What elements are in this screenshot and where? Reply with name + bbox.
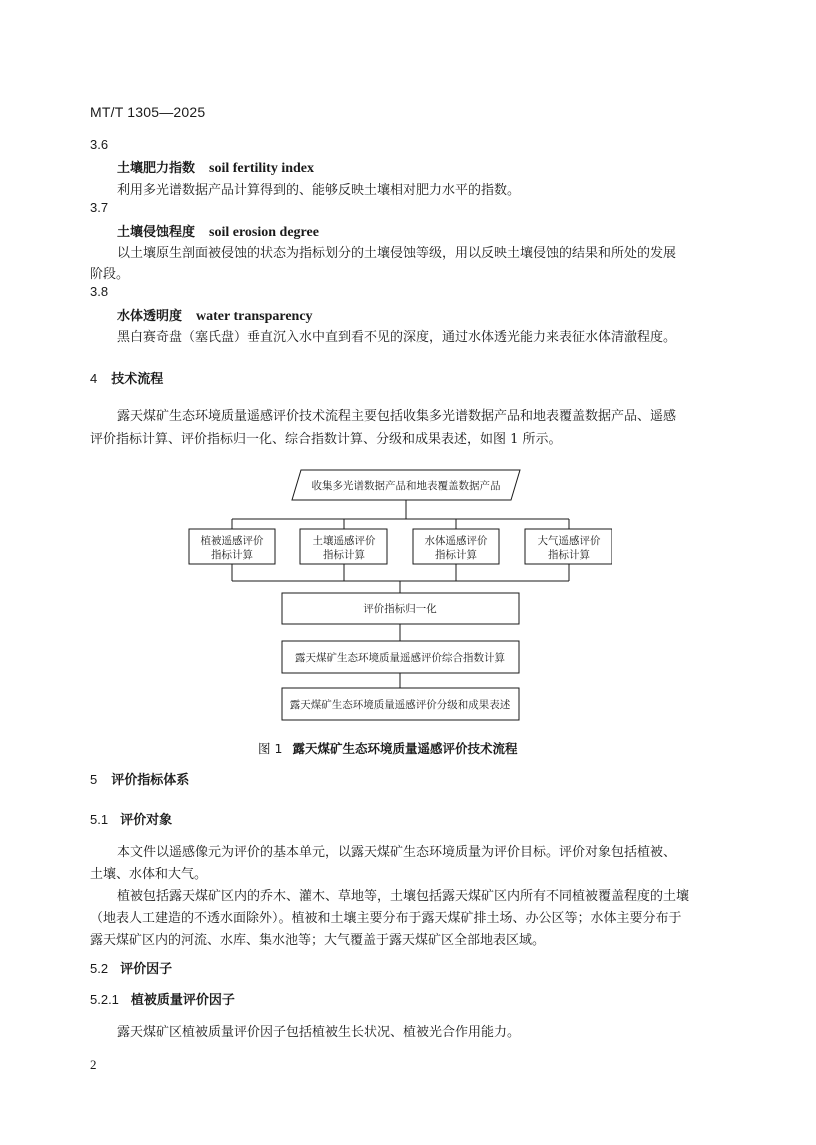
term-title [117,157,314,177]
step-label: 露天煤矿生态环境质量遥感评价综合指数计算 [295,652,505,664]
paragraph-line: 土壤、水体和大气。 [90,867,208,882]
branch-label: 指标计算 [548,549,590,561]
section-heading [90,769,189,788]
section-number: 5.1 [90,812,109,827]
section-number: 4 [90,371,98,386]
standard-number: MT/T 1305—2025 [90,104,206,120]
paragraph-line: 露天煤矿区内的河流、水库、集水池等；大气覆盖于露天煤矿区全部地表区域。 [90,933,546,948]
term-zh: 水体透明度 [117,309,183,324]
term-definition-cont: 阶段。 [90,267,130,282]
term-title [117,305,313,325]
term-en: water transparency [196,309,313,324]
branch-label: 指标计算 [435,549,477,561]
section-heading [90,368,163,387]
section-title: 评价对象 [120,813,173,828]
branch-label: 大气遥感评价 [537,535,601,547]
term-number: 3.6 [90,137,109,152]
branch-label: 土壤遥感评价 [312,535,376,547]
section-number: 5 [90,772,98,787]
paragraph-line: 评价指标计算、评价指标归一化、综合指数计算、分级和成果表述，如图 1 所示。 [90,432,562,447]
subsection-heading [90,989,235,1008]
step-label: 露天煤矿生态环境质量遥感评价分级和成果表述 [289,699,511,711]
paragraph-line: 露天煤矿区植被质量评价因子包括植被生长状况、植被光合作用能力。 [117,1025,521,1040]
section-number: 5.2.1 [90,992,119,1007]
term-definition: 利用多光谱数据产品计算得到的、能够反映土壤相对肥力水平的指数。 [117,183,521,198]
term-title [117,221,319,241]
branch-label: 指标计算 [211,549,253,561]
section-number: 5.2 [90,961,109,976]
branch-label: 指标计算 [323,549,365,561]
term-definition: 黑白赛奇盘（塞氏盘）垂直沉入水中直到看不见的深度，通过水体透光能力来表征水体清澈程度。 [117,330,677,345]
section-title: 评价指标体系 [111,773,190,788]
term-en: soil erosion degree [209,225,319,240]
section-title: 植被质量评价因子 [130,993,235,1008]
figure-caption [258,739,517,757]
term-number: 3.8 [90,284,109,299]
term-en: soil fertility index [209,161,315,176]
figure-number: 图 1 [258,741,283,756]
figure-title: 露天煤矿生态环境质量遥感评价技术流程 [292,741,518,756]
input-label: 收集多光谱数据产品和地表覆盖数据产品 [311,480,501,492]
subsection-heading [90,958,172,977]
paragraph-line: （地表人工建造的不透水面除外）。植被和土壤主要分布于露天煤矿排土场、办公区等；水体主要分布于 [90,911,682,926]
paragraph-line: 植被包括露天煤矿区内的乔木、灌木、草地等，土壤包括露天煤矿区内所有不同植被覆盖程度的土壤 [117,889,690,904]
term-zh: 土壤侵蚀程度 [117,225,196,240]
term-zh: 土壤肥力指数 [117,161,196,176]
step-label: 评价指标归一化 [363,603,437,615]
branch-label: 水体遥感评价 [424,535,488,547]
section-title: 技术流程 [111,372,164,387]
flowchart-figure-1 [180,466,612,726]
section-title: 评价因子 [120,962,173,977]
paragraph-line: 露天煤矿生态环境质量遥感评价技术流程主要包括收集多光谱数据产品和地表覆盖数据产品、遥感 [117,409,677,424]
page-number: 2 [90,1057,97,1072]
term-definition: 以土壤原生剖面被侵蚀的状态为指标划分的土壤侵蚀等级，用以反映土壤侵蚀的结果和所处的发展 [117,246,677,261]
term-number: 3.7 [90,200,109,215]
paragraph-line: 本文件以遥感像元为评价的基本单元，以露天煤矿生态环境质量为评价目标。评价对象包括植被、 [117,845,677,860]
subsection-heading [90,809,172,828]
branch-label: 植被遥感评价 [200,535,264,547]
